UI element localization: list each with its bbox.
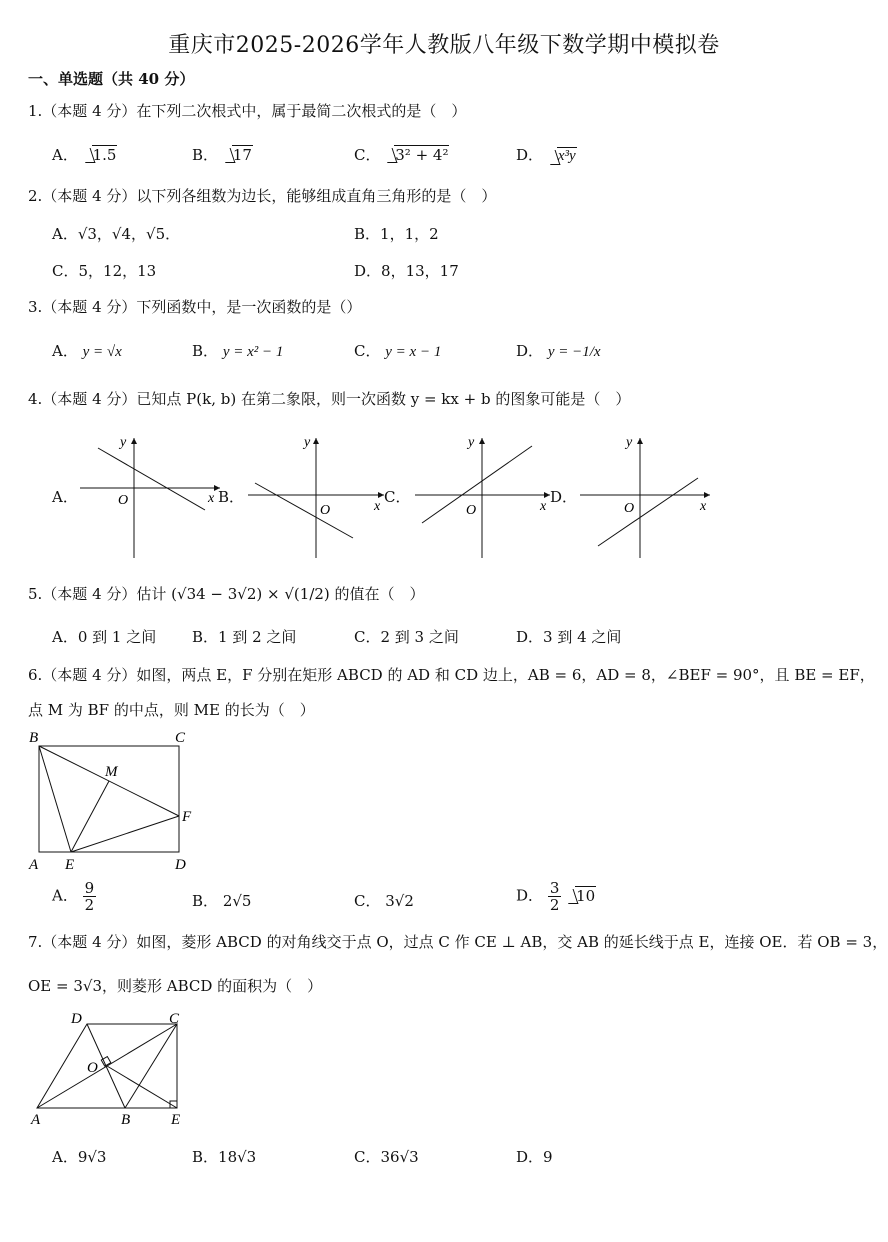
q5-option-c[interactable]: C．2 到 3 之间 [354, 628, 459, 646]
q6-b-label: B． [192, 892, 219, 910]
q6-option-c[interactable] [354, 890, 414, 911]
q4-graph-c[interactable] [415, 435, 550, 558]
q6-stem-line2: 点 M 为 BF 的中点，则 ME 的长为（ ） [28, 701, 315, 719]
q3-option-b[interactable] [192, 340, 283, 361]
q6-figure [25, 726, 210, 874]
q4-graph-b[interactable] [248, 435, 384, 558]
q6-label-f: F [182, 809, 192, 825]
q4-d-y: y [626, 435, 633, 450]
q4-c-origin: O [466, 503, 477, 518]
q4-d-x: x [700, 499, 707, 514]
q1-stem: 1.（本题 4 分）在下列二次根式中，属于最简二次根式的是（ ） [28, 102, 467, 120]
q6-a-label: A． [52, 886, 78, 905]
q2-option-d[interactable]: D．8，13，17 [354, 262, 459, 280]
q3-c-value: y = x − 1 [385, 344, 442, 360]
q3-stem: 3.（本题 4 分）下列函数中，是一次函数的是（） [28, 298, 362, 316]
q1-b-label: B． [192, 146, 219, 164]
q1-a-radical: 1.5 [83, 146, 118, 164]
q2-stem: 2.（本题 4 分）以下列各组数为边长，能够组成直角三角形的是（ ） [28, 187, 497, 205]
q3-a-value: y = √x [82, 344, 122, 360]
q3-b-label: B． [192, 342, 219, 360]
q6-d-label: D． [516, 886, 544, 905]
q4-d-origin: O [624, 501, 635, 516]
q7-label-a: A [31, 1112, 41, 1128]
q4-b-x: x [374, 499, 381, 514]
q1-c-label: C． [354, 146, 381, 164]
q4-option-d-label[interactable]: D． [550, 488, 578, 506]
q4-a-origin: O [118, 493, 129, 508]
q4-c-y: y [468, 435, 475, 450]
q6-d-radical: 10 [566, 887, 596, 905]
q6-label-b: B [29, 730, 39, 746]
q6-option-d[interactable] [516, 880, 596, 913]
q1-a-label: A． [52, 146, 78, 164]
page-title: 重庆市2025-2026学年人教版八年级下数学期中模拟卷 [168, 33, 720, 58]
q1-option-d[interactable] [516, 144, 577, 165]
q6-label-m: M [105, 764, 118, 780]
q1-d-label: D． [516, 146, 544, 164]
q4-graphs [70, 428, 730, 563]
q1-option-a[interactable] [52, 144, 117, 165]
q6-option-a[interactable] [52, 880, 96, 913]
q4-graph-d[interactable] [580, 435, 710, 558]
q6-label-c: C [175, 730, 186, 746]
q4-option-b-label[interactable]: B． [218, 488, 245, 506]
q3-option-a[interactable] [52, 340, 122, 361]
q4-a-x: x [208, 491, 215, 506]
q1-option-c[interactable] [354, 144, 449, 165]
q5-option-b[interactable]: B．1 到 2 之间 [192, 628, 297, 646]
q6-c-value: 3√2 [385, 892, 414, 910]
q1-c-radical: 3² + 4² [385, 146, 449, 164]
q6-label-a: A [29, 857, 39, 873]
q4-option-a-label[interactable]: A． [52, 488, 78, 506]
q7-label-o: O [87, 1060, 98, 1076]
q4-a-y: y [120, 435, 127, 450]
q4-option-c-label[interactable]: C． [384, 488, 411, 506]
q6-d-fraction: $\frac{3}{2}$ [549, 879, 560, 914]
q7-label-e: E [171, 1112, 181, 1128]
q3-d-value: y = −1/x [547, 344, 601, 360]
q6-a-fraction: $\frac{9}{2}$ [84, 879, 95, 914]
q5-option-d[interactable]: D．3 到 4 之间 [516, 628, 622, 646]
q3-b-value: y = x² − 1 [222, 344, 284, 360]
q1-d-radical: x³y [548, 148, 577, 165]
q2-option-b[interactable]: B．1，1，2 [354, 225, 439, 243]
q5-stem: 5.（本题 4 分）估计 (√34 − 3√2) × √(1/2) 的值在（ ） [28, 585, 425, 603]
q3-c-label: C． [354, 342, 381, 360]
q5-option-a[interactable]: A．0 到 1 之间 [52, 628, 157, 646]
q6-label-d: D [175, 857, 186, 873]
q7-option-c[interactable]: C．36√3 [354, 1148, 419, 1166]
q7-option-a[interactable]: A．9√3 [52, 1148, 107, 1166]
q2-option-c[interactable]: C．5，12，13 [52, 262, 157, 280]
q3-d-label: D． [516, 342, 544, 360]
q4-stem: 4.（本题 4 分）已知点 P(k, b) 在第二象限，则一次函数 y = kx + b 的图象可能是（ ） [28, 390, 631, 408]
q7-label-b: B [121, 1112, 131, 1128]
q1-b-radical: 17 [223, 146, 253, 164]
q1-option-b[interactable] [192, 144, 253, 165]
q4-c-x: x [540, 499, 547, 514]
q3-a-label: A． [52, 342, 78, 360]
q7-option-b[interactable]: B．18√3 [192, 1148, 257, 1166]
q2-option-a[interactable]: A．√3，√4，√5． [52, 225, 181, 243]
q7-option-d[interactable]: D．9 [516, 1148, 553, 1166]
q6-b-value: 2√5 [222, 892, 252, 910]
q4-graph-a[interactable] [80, 435, 220, 558]
q7-stem-line1: 7.（本题 4 分）如图，菱形 ABCD 的对角线交于点 O，过点 C 作 CE ⊥ AB，交 AB 的延长线于点 E，连接 OE．若 OB = 3， [28, 933, 888, 951]
q7-stem-line2: OE = 3√3，则菱形 ABCD 的面积为（ ） [28, 977, 323, 995]
q7-figure [25, 1008, 200, 1130]
q4-b-y: y [304, 435, 311, 450]
q3-option-d[interactable] [516, 340, 601, 361]
q4-b-origin: O [320, 503, 331, 518]
q7-label-d: D [71, 1011, 82, 1027]
section-heading: 一、单选题（共 40 分） [28, 70, 195, 88]
q6-c-label: C． [354, 892, 381, 910]
q7-label-c: C [169, 1011, 180, 1027]
q6-option-b[interactable] [192, 890, 251, 911]
q6-label-e: E [65, 857, 75, 873]
q6-stem-line1: 6.（本题 4 分）如图，两点 E，F 分别在矩形 ABCD 的 AD 和 CD 边上，AB = 6，AD = 8，∠BEF = 90°，且 BE = EF， [28, 666, 875, 684]
q3-option-c[interactable] [354, 340, 441, 361]
